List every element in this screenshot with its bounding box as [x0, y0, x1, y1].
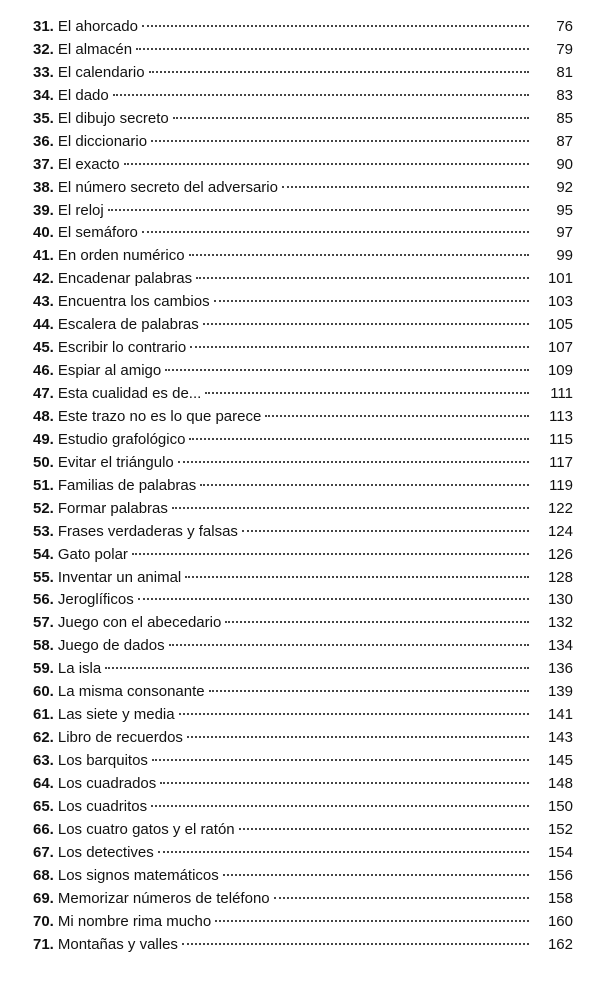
entry-page-number: 79 [556, 40, 573, 58]
entry-page-number: 90 [556, 155, 573, 173]
entry-number: 51. [33, 476, 54, 494]
entry-title: Las siete y media [57, 706, 175, 724]
dot-leader [274, 897, 529, 899]
entry-number: 64. [33, 774, 54, 792]
entry-page-number: 152 [547, 820, 573, 838]
entry-page-number: 162 [547, 935, 573, 953]
toc-entry [33, 16, 573, 39]
toc-entry [33, 177, 573, 200]
dot-leader [142, 25, 529, 27]
entry-page-number: 145 [547, 752, 573, 769]
entry-page-number: 143 [547, 729, 573, 747]
entry-page-number: 97 [556, 224, 573, 242]
entry-title: Espiar al amigo [57, 362, 162, 380]
entry-number: 58. [33, 637, 54, 655]
dot-leader [182, 943, 529, 945]
entry-page-number: 160 [547, 912, 573, 930]
entry-title: El diccionario [57, 132, 148, 150]
toc-entry [33, 62, 573, 85]
entry-title: El semáforo [57, 224, 138, 242]
entry-page-number: 115 [549, 430, 573, 448]
entry-number: 67. [33, 843, 54, 861]
toc-entry [33, 635, 573, 658]
entry-page-number: 122 [547, 499, 573, 517]
dot-leader [160, 782, 529, 784]
toc-entry [33, 681, 573, 704]
entry-title: El reloj [57, 201, 104, 219]
entry-number: 38. [33, 178, 54, 196]
entry-title: Frases verdaderas y falsas [57, 522, 238, 540]
dot-leader [223, 874, 529, 876]
entry-title: Montañas y valles [57, 935, 178, 953]
toc-entry [33, 108, 573, 131]
toc-entry [33, 475, 573, 498]
entry-number: 44. [33, 316, 54, 334]
entry-page-number: 109 [547, 362, 573, 380]
dot-leader [136, 48, 529, 50]
dot-leader [105, 667, 529, 669]
entry-page-number: 134 [547, 637, 573, 655]
entry-title: El dado [57, 86, 109, 104]
entry-number: 49. [33, 430, 54, 448]
entry-page-number: 99 [556, 247, 573, 265]
toc-entry [33, 842, 573, 865]
entry-title: Esta cualidad es de... [57, 385, 202, 402]
entry-title: Escalera de palabras [57, 316, 199, 334]
entry-number: 57. [33, 614, 54, 632]
entry-title: La isla [57, 660, 102, 678]
entry-page-number: 130 [547, 591, 573, 609]
entry-number: 50. [33, 453, 54, 471]
toc-entry [33, 314, 573, 337]
entry-number: 31. [33, 18, 54, 35]
toc-entry [33, 154, 573, 177]
dot-leader [142, 231, 529, 233]
toc-entry [33, 773, 573, 796]
entry-title: Gato polar [57, 545, 128, 563]
entry-number: 55. [33, 568, 54, 586]
toc-entry [33, 360, 573, 383]
toc-entry [33, 727, 573, 750]
dot-leader [132, 553, 529, 555]
dot-leader [138, 598, 529, 600]
toc-entry [33, 658, 573, 681]
entry-number: 43. [33, 293, 54, 311]
entry-title: Este trazo no es lo que parece [57, 407, 262, 425]
dot-leader [169, 644, 529, 646]
dot-leader [239, 828, 529, 830]
dot-leader [152, 759, 529, 761]
entry-number: 37. [33, 155, 54, 173]
dot-leader [200, 484, 529, 486]
dot-leader [242, 530, 529, 532]
entry-number: 56. [33, 591, 54, 609]
entry-number: 41. [33, 247, 54, 265]
dot-leader [282, 186, 529, 188]
dot-leader [173, 117, 529, 119]
dot-leader [158, 851, 529, 853]
dot-leader [265, 415, 529, 417]
toc-entry [33, 268, 573, 291]
entry-number: 53. [33, 522, 54, 540]
entry-title: Juego de dados [57, 637, 165, 655]
toc-entry [33, 521, 573, 544]
toc-entry [33, 39, 573, 62]
entry-page-number: 132 [547, 614, 573, 632]
entry-title: Los cuadrados [57, 774, 157, 792]
toc-entry [33, 612, 573, 635]
entry-page-number: 81 [556, 63, 573, 81]
toc-entry [33, 337, 573, 360]
toc-entry [33, 796, 573, 819]
toc-entry [33, 750, 573, 773]
entry-number: 66. [33, 820, 54, 838]
entry-number: 69. [33, 889, 54, 907]
entry-number: 63. [33, 752, 54, 769]
entry-number: 32. [33, 40, 54, 58]
toc-entry [33, 200, 573, 223]
entry-page-number: 128 [547, 568, 573, 586]
entry-title: Los signos matemáticos [57, 866, 219, 884]
toc-entry [33, 222, 573, 245]
toc-entry [33, 131, 573, 154]
entry-number: 71. [33, 935, 54, 953]
entry-page-number: 156 [547, 866, 573, 884]
entry-page-number: 95 [556, 201, 573, 219]
entry-title: El número secreto del adversario [57, 178, 278, 196]
entry-page-number: 107 [547, 339, 573, 357]
entry-title: Memorizar números de teléfono [57, 889, 270, 907]
entry-number: 54. [33, 545, 54, 563]
dot-leader [190, 346, 529, 348]
toc-entry [33, 819, 573, 842]
entry-page-number: 117 [549, 453, 573, 471]
entry-page-number: 119 [549, 476, 573, 494]
entry-number: 68. [33, 866, 54, 884]
entry-number: 65. [33, 797, 54, 815]
dot-leader [187, 736, 529, 738]
entry-number: 39. [33, 201, 54, 219]
entry-title: Encadenar palabras [57, 270, 193, 288]
entry-page-number: 76 [556, 18, 573, 35]
entry-title: Mi nombre rima mucho [57, 912, 212, 930]
entry-page-number: 83 [556, 86, 573, 104]
entry-page-number: 158 [547, 889, 573, 907]
entry-number: 62. [33, 729, 54, 747]
entry-number: 45. [33, 339, 54, 357]
dot-leader [178, 461, 529, 463]
entry-page-number: 126 [547, 545, 573, 563]
entry-title: El almacén [57, 40, 133, 58]
dot-leader [189, 254, 529, 256]
dot-leader [179, 713, 529, 715]
entry-title: Los cuatro gatos y el ratón [57, 820, 235, 838]
toc-entry [33, 865, 573, 888]
toc-entry [33, 567, 573, 590]
entry-number: 35. [33, 109, 54, 127]
entry-number: 36. [33, 132, 54, 150]
toc-entry [33, 544, 573, 567]
entry-page-number: 101 [547, 270, 573, 288]
entry-number: 33. [33, 63, 54, 81]
dot-leader [205, 392, 529, 394]
entry-title: Jeroglíficos [57, 591, 134, 609]
entry-page-number: 103 [547, 293, 573, 311]
dot-leader [124, 163, 529, 165]
entry-number: 60. [33, 683, 54, 701]
toc-entry [33, 245, 573, 268]
toc-entry [33, 85, 573, 108]
entry-number: 40. [33, 224, 54, 242]
entry-title: Los cuadritos [57, 797, 148, 815]
entry-page-number: 105 [547, 316, 573, 334]
dot-leader [225, 621, 529, 623]
entry-title: El calendario [57, 63, 145, 81]
toc-entry [33, 888, 573, 911]
toc-entry [33, 704, 573, 727]
entry-page-number: 139 [547, 683, 573, 701]
entry-number: 59. [33, 660, 54, 678]
dot-leader [196, 277, 529, 279]
dot-leader [215, 920, 529, 922]
toc-entry [33, 934, 573, 957]
table-of-contents [33, 16, 573, 956]
entry-title: Los barquitos [57, 752, 148, 769]
entry-title: Inventar un animal [57, 568, 182, 586]
entry-title: Juego con el abecedario [57, 614, 222, 632]
entry-number: 42. [33, 270, 54, 288]
entry-title: Familias de palabras [57, 476, 197, 494]
dot-leader [172, 507, 529, 509]
dot-leader [113, 94, 529, 96]
dot-leader [151, 140, 529, 142]
entry-page-number: 148 [547, 774, 573, 792]
entry-number: 48. [33, 407, 54, 425]
toc-entry [33, 429, 573, 452]
entry-number: 46. [33, 362, 54, 380]
toc-entry [33, 291, 573, 314]
entry-page-number: 136 [547, 660, 573, 678]
toc-entry [33, 498, 573, 521]
entry-page-number: 92 [556, 178, 573, 196]
dot-leader [165, 369, 529, 371]
entry-title: El dibujo secreto [57, 109, 169, 127]
entry-page-number: 87 [556, 132, 573, 150]
entry-number: 70. [33, 912, 54, 930]
entry-page-number: 111 [550, 385, 573, 402]
dot-leader [209, 690, 529, 692]
entry-title: La misma consonante [57, 683, 205, 701]
toc-entry [33, 383, 573, 406]
entry-title: El ahorcado [57, 18, 138, 35]
dot-leader [185, 576, 529, 578]
toc-entry [33, 406, 573, 429]
toc-entry [33, 452, 573, 475]
dot-leader [108, 209, 529, 211]
dot-leader [151, 805, 529, 807]
entry-number: 34. [33, 86, 54, 104]
entry-page-number: 85 [556, 109, 573, 127]
entry-title: Estudio grafológico [57, 430, 186, 448]
entry-title: Los detectives [57, 843, 154, 861]
entry-title: El exacto [57, 155, 120, 173]
entry-page-number: 150 [547, 797, 573, 815]
dot-leader [203, 323, 529, 325]
entry-page-number: 113 [549, 407, 573, 425]
entry-number: 52. [33, 499, 54, 517]
dot-leader [214, 300, 529, 302]
entry-page-number: 124 [547, 522, 573, 540]
entry-title: Encuentra los cambios [57, 293, 210, 311]
toc-entry [33, 589, 573, 612]
dot-leader [149, 71, 529, 73]
entry-page-number: 154 [547, 843, 573, 861]
entry-title: En orden numérico [57, 247, 185, 265]
entry-title: Evitar el triángulo [57, 453, 174, 471]
dot-leader [189, 438, 529, 440]
entry-title: Escribir lo contrario [57, 339, 187, 357]
entry-title: Formar palabras [57, 499, 168, 517]
entry-page-number: 141 [547, 706, 573, 724]
toc-entry [33, 911, 573, 934]
entry-number: 47. [33, 385, 54, 402]
entry-title: Libro de recuerdos [57, 729, 183, 747]
entry-number: 61. [33, 706, 54, 724]
